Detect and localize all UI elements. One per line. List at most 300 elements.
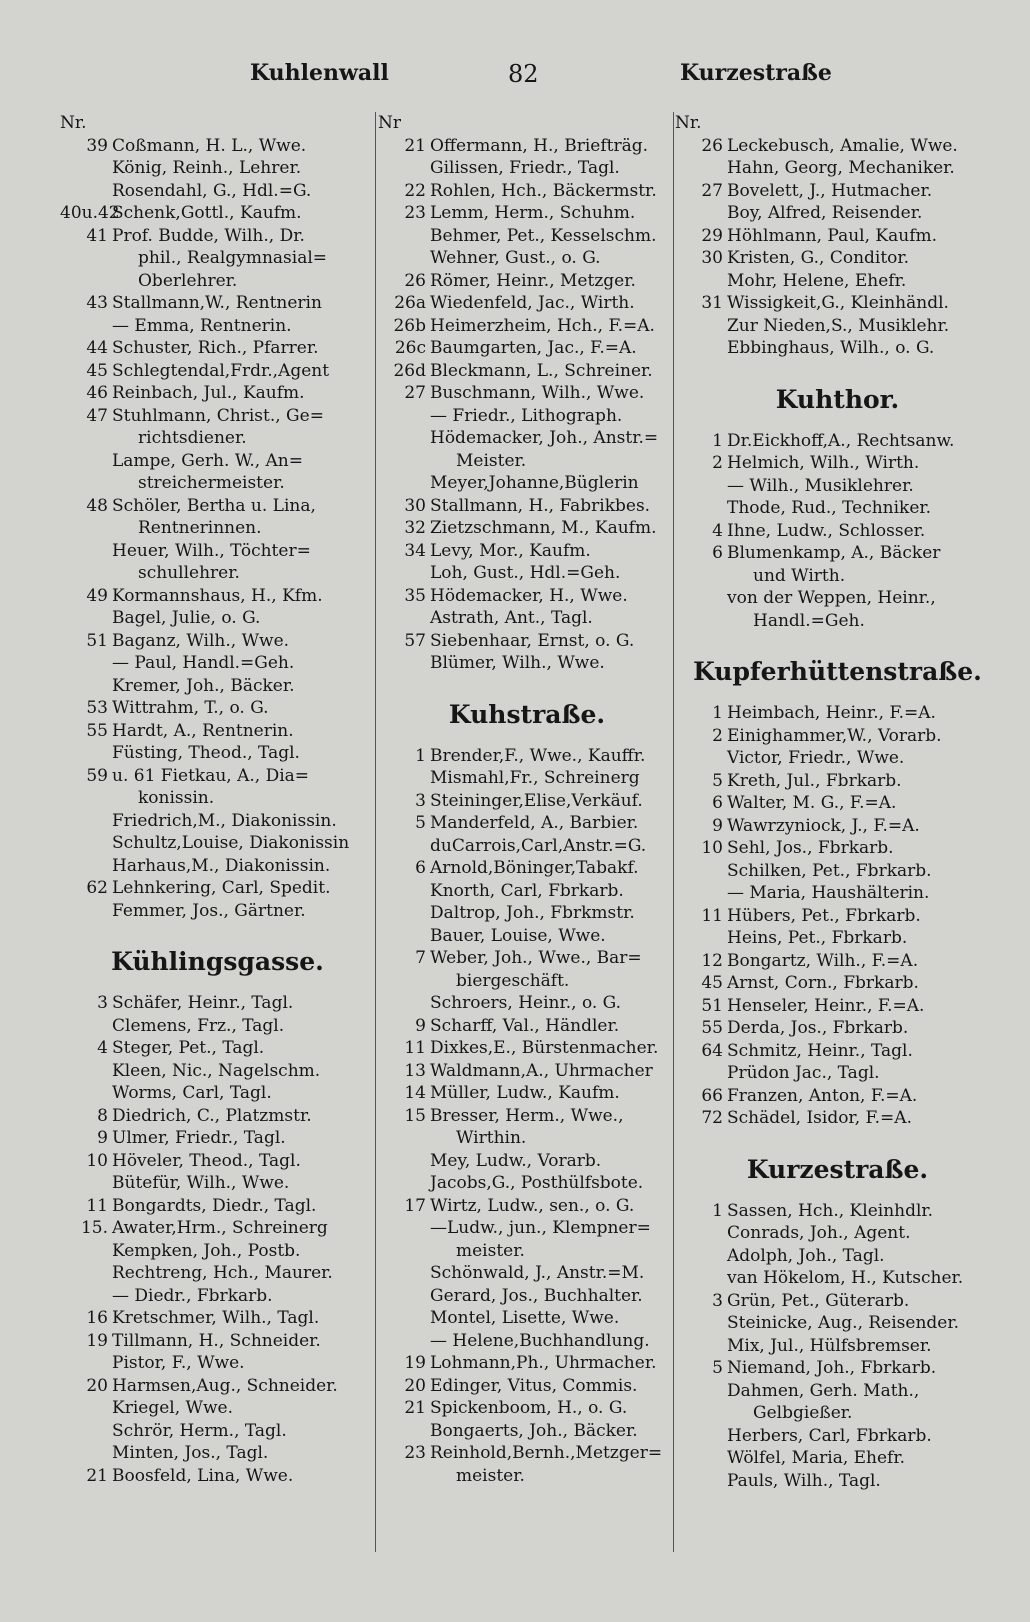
entry-text: Wittrahm, T., o. G.	[112, 698, 269, 718]
directory-entry	[60, 427, 375, 450]
house-number: 31	[701, 293, 723, 313]
entry-text: Mix, Jul., Hülfsbremser.	[727, 1335, 932, 1356]
entry-text: Manderfeld, A., Barbier.	[430, 813, 639, 833]
directory-entry	[675, 882, 1000, 905]
directory-entry	[675, 950, 1000, 973]
entry-text: Kremer, Joh., Bäcker.	[112, 675, 295, 696]
directory-entry	[675, 225, 1000, 248]
directory-entry	[378, 202, 676, 225]
directory-entry	[378, 495, 676, 518]
house-number: 59	[86, 765, 108, 786]
directory-entry	[60, 495, 375, 518]
house-number: 12	[701, 950, 723, 971]
entry-text: Bongardts, Diedr., Tagl.	[112, 1195, 317, 1216]
directory-entry	[378, 1240, 676, 1263]
entry-text: Rechtreng, Hch., Maurer.	[112, 1263, 333, 1283]
directory-entry	[378, 857, 676, 880]
entry-text: konissin.	[138, 788, 215, 808]
entry-text: Ulmer, Friedr., Tagl.	[112, 1128, 286, 1148]
house-number: 20	[86, 1375, 108, 1396]
entry-text: Schlegtendal,Frdr.,Agent	[112, 360, 330, 381]
directory-entry	[60, 382, 375, 405]
house-number: 13	[404, 1060, 426, 1081]
entry-text: Höveler, Theod., Tagl.	[112, 1150, 301, 1171]
house-number: 55	[86, 720, 108, 741]
house-number: 55	[701, 1018, 723, 1038]
directory-entry	[60, 1420, 375, 1443]
directory-entry	[60, 540, 375, 563]
entry-text: meister.	[456, 1465, 525, 1486]
directory-entry	[60, 1172, 375, 1195]
house-number: 10	[701, 838, 723, 858]
directory-entry	[60, 337, 375, 360]
entry-text: Blumenkamp, A., Bäcker	[727, 543, 941, 563]
entry-text: — Diedr., Fbrkarb.	[112, 1285, 273, 1306]
street-heading: Kupferhüttenstraße.	[693, 657, 982, 686]
directory-entry	[60, 630, 375, 653]
directory-entry	[60, 405, 375, 428]
entry-text: Dixkes,E., Bürstenmacher.	[430, 1038, 659, 1058]
directory-entry	[60, 225, 375, 248]
entry-text: Mohr, Helene, Ehefr.	[727, 270, 907, 291]
directory-entry	[60, 1217, 375, 1240]
entry-text: Loh, Gust., Hdl.=Geh.	[430, 563, 621, 583]
directory-entry	[378, 1150, 676, 1173]
entry-text: Steger, Pet., Tagl.	[112, 1038, 265, 1058]
entry-text: Wirthin.	[456, 1128, 527, 1148]
entry-text: Bresser, Herm., Wwe.,	[430, 1105, 624, 1126]
directory-entry	[60, 810, 375, 833]
directory-entry	[378, 540, 676, 563]
directory-entry	[378, 790, 676, 813]
directory-entry	[675, 202, 1000, 225]
house-number: 1	[415, 745, 426, 766]
directory-entry	[378, 382, 676, 405]
entry-text: Kempken, Joh., Postb.	[112, 1240, 301, 1261]
directory-entry	[378, 1307, 676, 1330]
directory-entry	[378, 1352, 676, 1375]
directory-entry	[675, 587, 1000, 610]
entry-text: duCarrois,Carl,Anstr.=G.	[430, 835, 647, 856]
entry-text: Boosfeld, Lina, Wwe.	[112, 1465, 294, 1486]
house-number: 21	[404, 1398, 426, 1418]
directory-entry	[60, 877, 375, 900]
entry-text: Hödemacker, H., Wwe.	[430, 585, 628, 606]
entry-text: Adolph, Joh., Tagl.	[727, 1245, 885, 1266]
house-number: 44	[86, 338, 108, 358]
entry-text: phil., Realgymnasial=	[138, 248, 328, 268]
entry-text: Oberlehrer.	[138, 270, 238, 291]
entry-text: Lehnkering, Carl, Spedit.	[112, 878, 331, 898]
entry-text: Höhlmann, Paul, Kaufm.	[727, 225, 938, 246]
entry-text: Schenk,Gottl., Kaufm.	[112, 203, 302, 223]
column-3	[675, 112, 1000, 1492]
entry-text: Steininger,Elise,Verkäuf.	[430, 790, 643, 811]
column-nr-label	[378, 112, 676, 135]
entry-text: Daltrop, Joh., Fbrkmstr.	[430, 903, 635, 923]
house-number: 15	[404, 1105, 426, 1126]
directory-entry	[378, 135, 676, 158]
directory-entry	[60, 1015, 375, 1038]
house-number: 14	[404, 1083, 426, 1103]
entry-text: Thode, Rud., Techniker.	[727, 498, 932, 518]
directory-entry	[675, 565, 1000, 588]
entry-text: Reinhold,Bernh.,Metzger=	[430, 1443, 663, 1463]
directory-entry	[675, 1062, 1000, 1085]
house-number: 20	[404, 1375, 426, 1396]
entry-text: Edinger, Vitus, Commis.	[430, 1375, 638, 1396]
entry-text: Herbers, Carl, Fbrkarb.	[727, 1425, 932, 1446]
entry-text: Wehner, Gust., o. G.	[430, 248, 601, 268]
directory-entry	[378, 157, 676, 180]
entry-text: Heuer, Wilh., Töchter=	[112, 540, 311, 561]
house-number: 40u.42	[60, 203, 120, 223]
directory-entry	[378, 1127, 676, 1150]
directory-entry	[378, 1330, 676, 1353]
directory-entry	[60, 1285, 375, 1308]
entry-text: Pistor, F., Wwe.	[112, 1353, 245, 1373]
entry-text: Stuhlmann, Christ., Ge=	[112, 405, 324, 426]
directory-entry	[60, 832, 375, 855]
column-1	[60, 112, 375, 1487]
entry-text: Sehl, Jos., Fbrkarb.	[727, 838, 894, 858]
house-number: 11	[701, 905, 723, 926]
directory-entry	[60, 292, 375, 315]
directory-entry	[60, 157, 375, 180]
entry-text: richtsdiener.	[138, 428, 247, 448]
directory-entry	[675, 135, 1000, 158]
entry-text: Brender,F., Wwe., Kauffr.	[430, 745, 646, 766]
street-heading: Kühlingsgasse.	[111, 947, 324, 976]
street-heading: Kuhthor.	[775, 384, 900, 414]
entry-text: Mismahl,Fr., Schreinerg	[430, 768, 640, 788]
entry-text: Boy, Alfred, Reisender.	[727, 203, 923, 223]
entry-text: Clemens, Frz., Tagl.	[112, 1015, 285, 1036]
directory-entry	[60, 992, 375, 1015]
directory-entry	[675, 1447, 1000, 1470]
directory-entry	[60, 135, 375, 158]
entry-text: biergeschäft.	[456, 970, 570, 991]
entry-text: Kleen, Nic., Nagelschm.	[112, 1060, 321, 1081]
entry-text: Hödemacker, Joh., Anstr.=	[430, 428, 659, 448]
entry-text: Schäfer, Heinr., Tagl.	[112, 993, 294, 1013]
directory-entry	[378, 970, 676, 993]
directory-entry	[378, 1195, 676, 1218]
house-number: 10	[86, 1150, 108, 1171]
directory-entry	[675, 1017, 1000, 1040]
directory-entry	[378, 225, 676, 248]
house-number: 26c	[394, 338, 426, 358]
entry-text: Steinicke, Aug., Reisender.	[727, 1313, 960, 1333]
house-number: 45	[86, 360, 108, 381]
entry-text: von der Weppen, Heinr.,	[727, 588, 936, 608]
directory-entry	[60, 180, 375, 203]
entry-text: Lampe, Gerh. W., An=	[112, 450, 304, 471]
directory-entry	[378, 427, 676, 450]
directory-entry	[675, 430, 1000, 453]
directory-entry	[60, 450, 375, 473]
house-number: 19	[86, 1330, 108, 1351]
directory-entry	[378, 1420, 676, 1443]
entry-text: Schrör, Herm., Tagl.	[112, 1420, 287, 1441]
entry-text: Meyer,Johanne,Büglerin	[430, 473, 639, 493]
directory-entry	[378, 180, 676, 203]
house-number: 53	[86, 698, 108, 718]
entry-text: —Ludw., jun., Klempner=	[430, 1218, 651, 1238]
entry-text: König, Reinh., Lehrer.	[112, 158, 302, 178]
entry-text: Schöler, Bertha u. Lina,	[112, 495, 316, 516]
house-number: 2	[712, 453, 723, 473]
house-number: 62	[86, 878, 108, 898]
directory-entry	[60, 1150, 375, 1173]
house-number: 32	[404, 518, 426, 538]
entry-text: Müller, Ludw., Kaufm.	[430, 1083, 620, 1103]
street-heading: Kuhstraße.	[448, 699, 606, 729]
house-number: 4	[97, 1038, 108, 1058]
entry-text: Buschmann, Wilh., Wwe.	[430, 383, 645, 403]
directory-entry	[60, 315, 375, 338]
entry-text: Bongartz, Wilh., F.=A.	[727, 950, 919, 971]
entry-text: Stallmann,W., Rentnerin	[112, 293, 322, 313]
directory-entry	[60, 607, 375, 630]
entry-text: Femmer, Jos., Gärtner.	[112, 900, 306, 921]
entry-text: Victor, Friedr., Wwe.	[727, 748, 905, 768]
directory-entry	[60, 1240, 375, 1263]
directory-entry	[378, 1397, 676, 1420]
directory-entry	[60, 697, 375, 720]
entry-text: Kristen, G., Conditor.	[727, 248, 910, 268]
directory-entry	[675, 905, 1000, 928]
entry-text: Reinbach, Jul., Kaufm.	[112, 383, 305, 403]
directory-entry	[675, 770, 1000, 793]
entry-text: Awater,Hrm., Schreinerg	[112, 1218, 328, 1238]
entry-text: Tillmann, H., Schneider.	[112, 1330, 321, 1351]
street-heading: Kurzestraße.	[746, 1154, 929, 1184]
directory-entry	[60, 1330, 375, 1353]
directory-entry	[675, 995, 1000, 1018]
entry-text: und Wirth.	[753, 565, 846, 586]
entry-text: Gilissen, Friedr., Tagl.	[430, 158, 620, 178]
entry-text: Schilken, Pet., Fbrkarb.	[727, 860, 932, 881]
directory-entry	[378, 562, 676, 585]
directory-entry	[60, 652, 375, 675]
entry-text: Nr.	[60, 113, 87, 133]
entry-text: Baumgarten, Jac., F.=A.	[430, 338, 637, 358]
directory-entry	[60, 1442, 375, 1465]
house-number: 30	[404, 495, 426, 516]
entry-text: Bauer, Louise, Wwe.	[430, 925, 606, 946]
house-number: 9	[712, 815, 723, 836]
directory-entry	[60, 675, 375, 698]
directory-entry	[675, 610, 1000, 633]
entry-text: Walter, M. G., F.=A.	[727, 793, 897, 813]
directory-entry	[378, 835, 676, 858]
house-number: 72	[701, 1108, 723, 1128]
directory-entry	[378, 607, 676, 630]
entry-text: Sassen, Hch., Kleinhdlr.	[727, 1200, 934, 1221]
directory-entry	[378, 1060, 676, 1083]
directory-entry	[675, 520, 1000, 543]
house-number: 51	[701, 995, 723, 1016]
entry-text: Gelbgießer.	[753, 1403, 853, 1423]
entry-text: Astrath, Ant., Tagl.	[430, 608, 593, 628]
entry-text: Kormannshaus, H., Kfm.	[112, 585, 323, 606]
directory-entry	[675, 1425, 1000, 1448]
column-2	[378, 112, 676, 1487]
directory-entry	[60, 1307, 375, 1330]
directory-entry	[378, 270, 676, 293]
directory-entry	[60, 270, 375, 293]
entry-text: — Helene,Buchhandlung.	[430, 1330, 650, 1351]
entry-text: Franzen, Anton, F.=A.	[727, 1085, 918, 1106]
entry-text: Helmich, Wilh., Wirth.	[727, 453, 920, 473]
entry-text: Bleckmann, L., Schreiner.	[430, 360, 653, 381]
directory-entry	[60, 787, 375, 810]
entry-text: Levy, Mor., Kaufm.	[430, 540, 591, 561]
entry-text: Ihne, Ludw., Schlosser.	[727, 520, 926, 541]
directory-entry	[60, 1465, 375, 1488]
entry-text: Bongaerts, Joh., Bäcker.	[430, 1420, 638, 1441]
entry-text: Zur Nieden,S., Musiklehr.	[727, 315, 950, 336]
house-number: 1	[712, 430, 723, 451]
entry-text: Wölfel, Maria, Ehefr.	[727, 1448, 906, 1468]
house-number: 6	[712, 793, 723, 813]
entry-text: Hübers, Pet., Fbrkarb.	[727, 905, 921, 926]
directory-entry	[60, 247, 375, 270]
directory-entry	[378, 630, 676, 653]
directory-entry	[60, 1127, 375, 1150]
directory-entry	[675, 1380, 1000, 1403]
house-number: 22	[404, 180, 426, 201]
directory-entry	[378, 1105, 676, 1128]
house-number: 17	[404, 1195, 426, 1216]
house-number: 30	[701, 248, 723, 268]
directory-entry	[378, 947, 676, 970]
entry-text: Scharff, Val., Händler.	[430, 1015, 620, 1036]
house-number: 21	[86, 1465, 108, 1486]
entry-text: Schönwald, J., Anstr.=M.	[430, 1263, 645, 1283]
entry-text: Heimerzheim, Hch., F.=A.	[430, 315, 655, 336]
header-right-street: Kurzestraße	[680, 60, 832, 86]
directory-entry	[378, 1465, 676, 1488]
house-number: 66	[701, 1085, 723, 1106]
directory-entry	[378, 360, 676, 383]
entry-text: Rohlen, Hch., Bäckermstr.	[430, 180, 657, 201]
entry-text: — Friedr., Lithograph.	[430, 405, 623, 426]
house-number: 1	[712, 703, 723, 723]
directory-entry	[378, 745, 676, 768]
directory-entry	[60, 1060, 375, 1083]
entry-text: Lohmann,Ph., Uhrmacher.	[430, 1353, 657, 1373]
entry-text: Wissigkeit,G., Kleinhändl.	[727, 293, 949, 313]
directory-entry	[378, 902, 676, 925]
entry-text: Stallmann, H., Fabrikbes.	[430, 495, 651, 516]
house-number: 45	[701, 973, 723, 993]
house-number: 51	[86, 630, 108, 651]
entry-text: Harmsen,Aug., Schneider.	[112, 1375, 338, 1396]
directory-entry	[60, 562, 375, 585]
directory-entry	[675, 792, 1000, 815]
directory-entry	[60, 1105, 375, 1128]
directory-entry	[378, 517, 676, 540]
entry-text: Wirtz, Ludw., sen., o. G.	[430, 1195, 635, 1216]
directory-entry	[60, 765, 375, 788]
directory-entry	[378, 1172, 676, 1195]
directory-entry	[675, 1200, 1000, 1223]
house-number: 57	[404, 630, 426, 651]
house-number: 29	[701, 225, 723, 246]
house-number: 34	[404, 540, 426, 561]
entry-text: Nr.	[675, 113, 702, 133]
directory-entry	[675, 972, 1000, 995]
directory-entry	[60, 1262, 375, 1285]
house-number: 26d	[393, 360, 426, 381]
column-divider	[375, 112, 376, 1552]
entry-text: Schultz,Louise, Diakonissin	[112, 833, 350, 853]
directory-entry	[60, 472, 375, 495]
directory-entry	[675, 180, 1000, 203]
directory-entry	[675, 1107, 1000, 1130]
entry-text: Derda, Jos., Fbrkarb.	[727, 1018, 909, 1038]
house-number: 6	[415, 858, 426, 878]
directory-entry	[675, 747, 1000, 770]
entry-text: Schädel, Isidor, F.=A.	[727, 1108, 912, 1128]
house-number: 23	[404, 1443, 426, 1463]
entry-text: Dr.Eickhoff,A., Rechtsanw.	[727, 430, 955, 451]
directory-entry	[60, 1375, 375, 1398]
page-number: 82	[508, 60, 539, 88]
house-number: 15.	[80, 1218, 108, 1238]
house-number: 26	[404, 270, 426, 291]
entry-text: Conrads, Joh., Agent.	[727, 1223, 911, 1243]
column-nr-label	[675, 112, 1000, 135]
directory-entry	[378, 1217, 676, 1240]
header-left-street: Kuhlenwall	[250, 60, 389, 86]
entry-text: Arnold,Böninger,Tabakf.	[430, 858, 639, 878]
directory-entry	[675, 497, 1000, 520]
entry-text: Spickenboom, H., o. G.	[430, 1398, 628, 1418]
directory-entry	[675, 270, 1000, 293]
house-number: 23	[404, 203, 426, 223]
directory-entry	[60, 517, 375, 540]
directory-entry	[675, 1245, 1000, 1268]
entry-text: Waldmann,A., Uhrmacher	[430, 1060, 653, 1081]
directory-entry	[60, 202, 375, 225]
house-number: 47	[86, 405, 108, 426]
house-number: 3	[712, 1290, 723, 1311]
directory-entry	[378, 1285, 676, 1308]
house-number: 39	[86, 135, 108, 156]
entry-text: Weber, Joh., Wwe., Bar=	[430, 948, 642, 968]
entry-text: Arnst, Corn., Fbrkarb.	[727, 973, 919, 993]
directory-entry	[378, 315, 676, 338]
house-number: 6	[712, 543, 723, 563]
directory-entry	[60, 585, 375, 608]
house-number: 9	[97, 1128, 108, 1148]
directory-entry	[378, 292, 676, 315]
entry-text: Friedrich,M., Diakonissin.	[112, 810, 337, 831]
house-number: 2	[712, 725, 723, 746]
directory-entry	[378, 247, 676, 270]
entry-text: Wiedenfeld, Jac., Wirth.	[430, 293, 635, 313]
entry-text: van Hökelom, H., Kutscher.	[727, 1268, 964, 1288]
house-number: 3	[97, 993, 108, 1013]
house-number: 27	[404, 383, 426, 403]
directory-entry	[378, 472, 676, 495]
entry-text: Römer, Heinr., Metzger.	[430, 270, 636, 291]
entry-text: Jacobs,G., Posthülfsbote.	[430, 1173, 644, 1193]
directory-entry	[378, 337, 676, 360]
